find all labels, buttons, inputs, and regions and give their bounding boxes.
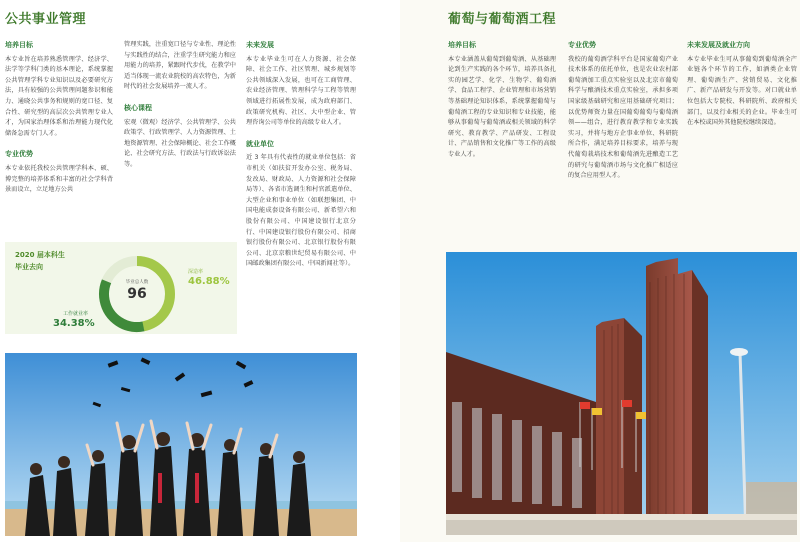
graduation-stats-panel [5,242,237,334]
advantages-text-continued: 管理实践，注重宽口径与专业性、理论性与实践性的结合，注重学生研究能力和应用能力的培养，紧跟时代步伐，在教学中适当体现一流农业院校的高农特色，为新时代的社会发展培养一流人才。 [124,41,236,91]
stats-title-line2: 毕业去向 [15,263,43,271]
graduates-photo-illustration [5,353,357,536]
deep-study-rate-value: 46.88% [188,276,230,287]
future-development-text: 本专业毕业生可在人力资源、社会保障、社会工作、社区管理、城乡规划等公共领域深入发展，也可在工商管理、农业经济管理、管理科学与工程等管理领域进行拓展性发展，成为政府部门、政策研究机构、社区、大中型企业、管理咨询公司等单位的高级专业人才。 [246,55,356,127]
employment-rate-label: 工作就业率 [63,311,89,317]
column-1 [448,40,556,171]
employment-rate-value: 34.38% [53,318,95,329]
section-heading-core-courses: 核心课程 [124,103,152,112]
right-page [400,0,800,542]
section-heading-training-goal: 培养目标 [5,41,33,49]
page-title: 葡萄与葡萄酒工程 [448,12,557,27]
section-heading-employers: 就业单位 [246,139,274,148]
column-3 [687,40,797,139]
career-direction-text: 本专业毕业生可从事葡萄到葡萄酒全产业链各个环节的工作，如酒类企业管理、葡萄酒生产、营销贸易、文化推广、新产品研发与开发等。对口就业单位包括大专院校、科研院所、政府相关部门，以及行业相关的企业。毕业生可在本校或国外其他院校继续深造。 [687,55,797,127]
graduation-donut-chart [96,253,178,335]
employers-text: 近 3 年具有代表性的就业单位包括：省市机关（如扶贫开发办公室、税务局、发改局、财政局、人力资源和社会保障局等）、各省市选调生和村官派遣单位、大型企业和事业单位（如联想集团、中国电能成套设备有限公司、新希望六和股份有限公司、中国建设银行北京分行、中国建设银行股份有限公司、招商银行股份有限公司、北京银行股份有限公司、北京京粮世纪贸易有限公司、中国邮政集团有限公司、中国新闻社等）。 [246,154,356,268]
section-heading-career-direction: 未来发展及就业方向 [687,41,750,49]
section-heading-advantages: 专业优势 [5,150,33,159]
campus-building-photo [446,252,797,535]
total-graduates-label: 毕业总人数 [125,280,149,285]
graduates-photo [5,353,357,536]
deep-study-rate-label: 深造率 [188,269,204,275]
stats-title-line1: 2020 届本科生 [15,251,65,259]
core-courses-text: 宏观（微观）经济学、公共管理学、公共政策学、行政管理学、人力资源管理、土地资源管理、社会保障概论、社会工作概论、社会研究方法、行政法与行政诉讼法等。 [124,118,236,168]
training-goal-text: 本专业旨在培养熟悉管理学、经济学、法学等学科门类的基本理论，系统掌握公共管理学科专业知识以及必要研究方法，具有较强的公共管理问题参识和能力、通晓公共事务和规则的宽口径、复合性、研究型的高层次公共管理专业人才，为国家治理体系和治理能力现代化储备急需专门人才。 [5,55,113,137]
column-2 [568,40,678,192]
section-heading-future-development: 未来发展 [246,41,274,49]
column-3 [246,40,356,280]
campus-building-illustration [446,252,797,535]
page-title: 公共事业管理 [5,12,87,27]
total-graduates-value: 96 [127,286,147,302]
section-heading-training-goal: 培养目标 [448,41,476,49]
column-1 [5,40,113,206]
section-heading-advantages: 专业优势 [568,41,596,49]
advantages-text: 本专业依托我校公共管理学科本、硕、博完整的培养体系和丰富的社会学科背景而设立，立足地方公共 [5,164,113,194]
advantages-text: 我校的葡萄酒学科平台是国家葡萄产业技术体系的依托单位，也是农业农村部葡萄酒加工重点实验室以及北京市葡萄科学与酿酒技术重点实验室，承担多项国家级基础研究和应用基础研究项目；以优势师资力量在国葡萄葡萄与葡萄酒领——组合，进行教育教学和专业实践实习，并将与地方企事业单位、科研院所合作，满足培养目标要求，培养与现代葡萄栽培技术和葡萄酒先进酿造工艺的研究与葡萄酒市场与文化推广相适应的复合应用型人才。 [568,55,678,180]
column-2 [124,40,236,181]
training-goal-text: 本专业涵盖从葡萄到葡萄酒、从基础理论到生产实践的各个环节，培养具备扎实的园艺学、化学、生物学、葡萄酒学、食品工程学、企业管理和市场营销等基础理论知识体系，系统掌握葡萄与葡萄酒工程的专业知识和专业技能，能够从事葡萄与葡萄酒或相关领域的科学研究、教育教学、产品研发、工程设计、产品销售和文化推广等工作的高级专业人才。 [448,55,556,158]
